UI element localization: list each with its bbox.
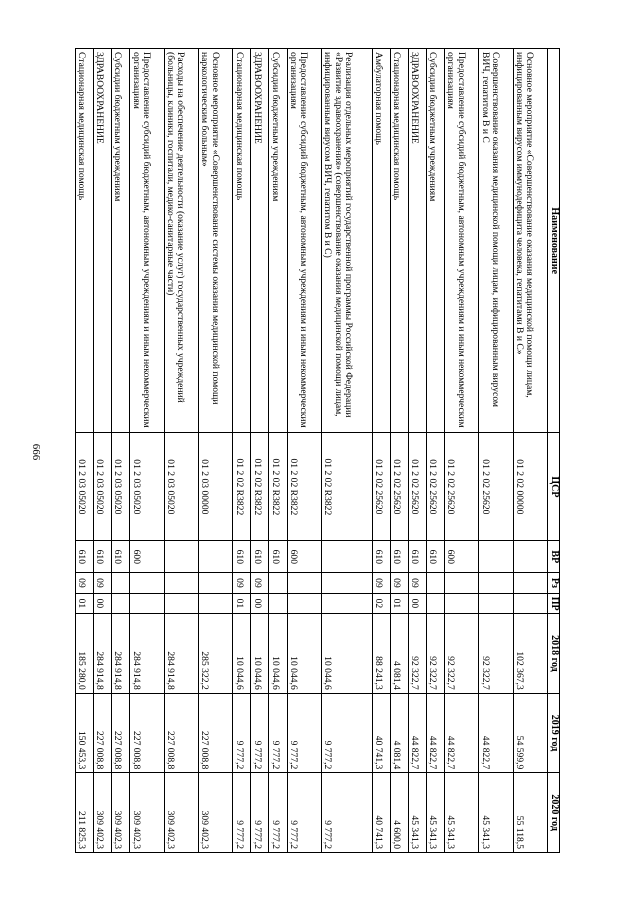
header-vr: ВР — [548, 541, 560, 573]
cell-2020: 40 741,3 — [372, 773, 390, 853]
cell-csr: 01 2 03 05020 — [164, 433, 198, 541]
cell-2019: 9 777,2 — [233, 693, 251, 773]
table-container — [75, 48, 560, 853]
cell-2020: 309 402,3 — [199, 773, 233, 853]
table-row — [164, 49, 198, 853]
cell-csr: 01 2 02 00000 — [513, 433, 547, 541]
cell-pr — [513, 593, 547, 613]
cell-2018: 102 367,3 — [513, 614, 547, 694]
cell-pr — [269, 593, 287, 613]
cell-rz — [164, 573, 198, 593]
cell-name: Предоставление субсидий бюджетным, автономным учреждениям и иным некоммерческим организациям — [130, 49, 164, 433]
cell-2018: 4 081,4 — [390, 614, 408, 694]
cell-rz — [269, 573, 287, 593]
cell-vr: 610 — [251, 541, 269, 573]
cell-pr: 00 — [94, 593, 112, 613]
cell-2019: 150 453,3 — [76, 693, 94, 773]
cell-2018: 92 322,7 — [444, 614, 478, 694]
header-2018: 2018 год — [548, 614, 560, 694]
table-row — [76, 49, 94, 853]
cell-name: Субсидии бюджетным учреждениям — [426, 49, 444, 433]
cell-rz: 09 — [372, 573, 390, 593]
table-row — [372, 49, 390, 853]
cell-rz: 09 — [251, 573, 269, 593]
cell-name: Предоставление субсидий бюджетным, автономным учреждениям и иным некоммерческим организациям — [444, 49, 478, 433]
cell-csr: 01 2 02 25620 — [372, 433, 390, 541]
cell-2019: 44 822,7 — [444, 693, 478, 773]
cell-2018: 284 914,8 — [130, 614, 164, 694]
cell-rz: 09 — [390, 573, 408, 593]
cell-2019: 227 008,8 — [94, 693, 112, 773]
cell-csr: 01 2 02 R3822 — [233, 433, 251, 541]
cell-csr: 01 2 02 R3822 — [269, 433, 287, 541]
cell-vr: 610 — [112, 541, 130, 573]
cell-csr: 01 2 03 05020 — [76, 433, 94, 541]
header-2019: 2019 год — [548, 693, 560, 773]
cell-2019: 44 822,7 — [408, 693, 426, 773]
cell-vr — [164, 541, 198, 573]
cell-2020: 309 402,3 — [130, 773, 164, 853]
cell-pr — [321, 593, 372, 613]
cell-csr: 01 2 03 05020 — [112, 433, 130, 541]
cell-rz — [479, 573, 513, 593]
cell-2019: 227 008,8 — [199, 693, 233, 773]
cell-2019: 9 777,2 — [287, 693, 321, 773]
cell-pr — [112, 593, 130, 613]
cell-pr: 01 — [390, 593, 408, 613]
cell-name: Субсидии бюджетным учреждениям — [269, 49, 287, 433]
cell-rz — [444, 573, 478, 593]
cell-2018: 285 322,2 — [199, 614, 233, 694]
cell-2018: 92 322,7 — [479, 614, 513, 694]
cell-csr: 01 2 02 25620 — [390, 433, 408, 541]
cell-rz: 09 — [233, 573, 251, 593]
cell-name: ЗДРАВООХРАНЕНИЕ — [251, 49, 269, 433]
cell-2020: 211 825,3 — [76, 773, 94, 853]
cell-2018: 10 044,6 — [321, 614, 372, 694]
cell-2018: 185 280,0 — [76, 614, 94, 694]
cell-csr: 01 2 02 R3822 — [321, 433, 372, 541]
cell-pr — [479, 593, 513, 613]
budget-table — [75, 48, 560, 853]
table-row — [287, 49, 321, 853]
cell-vr: 610 — [76, 541, 94, 573]
cell-2018: 284 914,8 — [164, 614, 198, 694]
cell-vr: 610 — [426, 541, 444, 573]
cell-pr — [164, 593, 198, 613]
table-row — [390, 49, 408, 853]
cell-vr: 610 — [94, 541, 112, 573]
cell-2018: 284 914,8 — [94, 614, 112, 694]
table-row — [408, 49, 426, 853]
cell-csr: 01 2 02 25620 — [426, 433, 444, 541]
cell-csr: 01 2 02 25620 — [444, 433, 478, 541]
cell-pr: 02 — [372, 593, 390, 613]
cell-name: ЗДРАВООХРАНЕНИЕ — [408, 49, 426, 433]
cell-2020: 9 777,2 — [233, 773, 251, 853]
page-number: 666 — [30, 443, 42, 461]
cell-2019: 44 822,7 — [426, 693, 444, 773]
table-row — [426, 49, 444, 853]
cell-vr — [321, 541, 372, 573]
cell-2019: 9 777,2 — [321, 693, 372, 773]
cell-pr: 00 — [408, 593, 426, 613]
cell-2020: 45 341,3 — [444, 773, 478, 853]
cell-2020: 9 777,2 — [321, 773, 372, 853]
cell-2018: 10 044,6 — [251, 614, 269, 694]
table-row — [233, 49, 251, 853]
cell-vr: 600 — [444, 541, 478, 573]
cell-rz — [426, 573, 444, 593]
table-row — [130, 49, 164, 853]
cell-2020: 309 402,3 — [164, 773, 198, 853]
cell-2020: 45 341,3 — [426, 773, 444, 853]
cell-2019: 44 822,7 — [479, 693, 513, 773]
cell-2020: 45 341,3 — [408, 773, 426, 853]
cell-pr — [287, 593, 321, 613]
cell-2018: 284 914,8 — [112, 614, 130, 694]
cell-csr: 01 2 02 R3822 — [251, 433, 269, 541]
cell-rz: 09 — [408, 573, 426, 593]
cell-name: Стационарная медицинская помощь — [390, 49, 408, 433]
cell-vr: 600 — [287, 541, 321, 573]
table-row — [251, 49, 269, 853]
cell-2019: 227 008,8 — [112, 693, 130, 773]
cell-csr: 01 2 03 05020 — [94, 433, 112, 541]
cell-2019: 54 599,9 — [513, 693, 547, 773]
cell-2018: 10 044,6 — [287, 614, 321, 694]
cell-pr — [130, 593, 164, 613]
cell-2020: 309 402,3 — [112, 773, 130, 853]
cell-vr: 610 — [408, 541, 426, 573]
header-rz: Рз — [548, 573, 560, 593]
cell-csr: 01 2 02 25620 — [408, 433, 426, 541]
table-row — [94, 49, 112, 853]
table-row — [513, 49, 547, 853]
cell-name: Реализация отдельных мероприятий государственной программы Российской Федерации «Развитие здравоохранения» (совершенствование оказания медицинской помощи лицам, инфицированным вирусом ВИЧ, гепатитом В и С) — [321, 49, 372, 433]
cell-2020: 9 777,2 — [251, 773, 269, 853]
cell-2019: 4 081,4 — [390, 693, 408, 773]
header-csr: ЦСР — [548, 433, 560, 541]
cell-2019: 40 741,3 — [372, 693, 390, 773]
cell-2020: 4 600,0 — [390, 773, 408, 853]
cell-vr — [199, 541, 233, 573]
table-header-row — [548, 49, 560, 853]
table-row — [444, 49, 478, 853]
cell-name: Амбулаторная помощь — [372, 49, 390, 433]
cell-vr: 600 — [130, 541, 164, 573]
header-pr: ПР — [548, 593, 560, 613]
cell-name: Основное мероприятие «Совершенствование системы оказания медицинской помощи наркологическим больным» — [199, 49, 233, 433]
cell-pr: 01 — [233, 593, 251, 613]
table-row — [112, 49, 130, 853]
cell-name: ЗДРАВООХРАНЕНИЕ — [94, 49, 112, 433]
cell-name: Стационарная медицинская помощь — [76, 49, 94, 433]
cell-pr: 01 — [76, 593, 94, 613]
cell-csr: 01 2 02 25620 — [479, 433, 513, 541]
cell-2018: 92 322,7 — [426, 614, 444, 694]
cell-pr: 00 — [251, 593, 269, 613]
cell-pr — [444, 593, 478, 613]
cell-csr: 01 2 03 00000 — [199, 433, 233, 541]
cell-rz — [287, 573, 321, 593]
table-row — [269, 49, 287, 853]
cell-pr — [199, 593, 233, 613]
cell-2019: 227 008,8 — [130, 693, 164, 773]
cell-rz: 09 — [94, 573, 112, 593]
cell-pr — [426, 593, 444, 613]
cell-name: Субсидии бюджетным учреждениям — [112, 49, 130, 433]
cell-2019: 9 777,2 — [251, 693, 269, 773]
cell-vr: 610 — [372, 541, 390, 573]
cell-2020: 55 118,5 — [513, 773, 547, 853]
cell-name: Основное мероприятие «Совершенствование оказания медицинской помощи лицам, инфицированным вирусом иммунодефицита человека, гепатитами В и С» — [513, 49, 547, 433]
cell-vr: 610 — [269, 541, 287, 573]
cell-2020: 9 777,2 — [269, 773, 287, 853]
cell-vr — [479, 541, 513, 573]
cell-name: Расходы на обеспечение деятельности (оказание услуг) государственных учреждений (больницы, клиники, госпитали, медико-санитарные части) — [164, 49, 198, 433]
cell-name: Предоставление субсидий бюджетным, автономным учреждениям и иным некоммерческим организациям — [287, 49, 321, 433]
rotated-table-area — [75, 48, 560, 853]
cell-csr: 01 2 02 R3822 — [287, 433, 321, 541]
cell-rz — [199, 573, 233, 593]
cell-rz — [513, 573, 547, 593]
table-body — [76, 49, 548, 853]
cell-2020: 9 777,2 — [287, 773, 321, 853]
header-name: Наименование — [548, 49, 560, 433]
cell-2019: 227 008,8 — [164, 693, 198, 773]
cell-name: Совершенствование оказания медицинской помощи лицам, инфицированным вирусом ВИЧ, гепатитом В и С — [479, 49, 513, 433]
cell-vr: 610 — [390, 541, 408, 573]
header-2020: 2020 год — [548, 773, 560, 853]
table-row — [321, 49, 372, 853]
cell-2018: 92 322,7 — [408, 614, 426, 694]
cell-rz — [321, 573, 372, 593]
cell-name: Стационарная медицинская помощь — [233, 49, 251, 433]
cell-2018: 10 044,6 — [233, 614, 251, 694]
cell-2020: 309 402,3 — [94, 773, 112, 853]
table-row — [479, 49, 513, 853]
cell-rz — [112, 573, 130, 593]
cell-vr — [513, 541, 547, 573]
cell-2020: 45 341,3 — [479, 773, 513, 853]
cell-rz: 09 — [76, 573, 94, 593]
cell-2018: 10 044,6 — [269, 614, 287, 694]
cell-rz — [130, 573, 164, 593]
table-row — [199, 49, 233, 853]
cell-2019: 9 777,2 — [269, 693, 287, 773]
cell-2018: 88 241,3 — [372, 614, 390, 694]
cell-vr: 610 — [233, 541, 251, 573]
cell-csr: 01 2 03 05020 — [130, 433, 164, 541]
